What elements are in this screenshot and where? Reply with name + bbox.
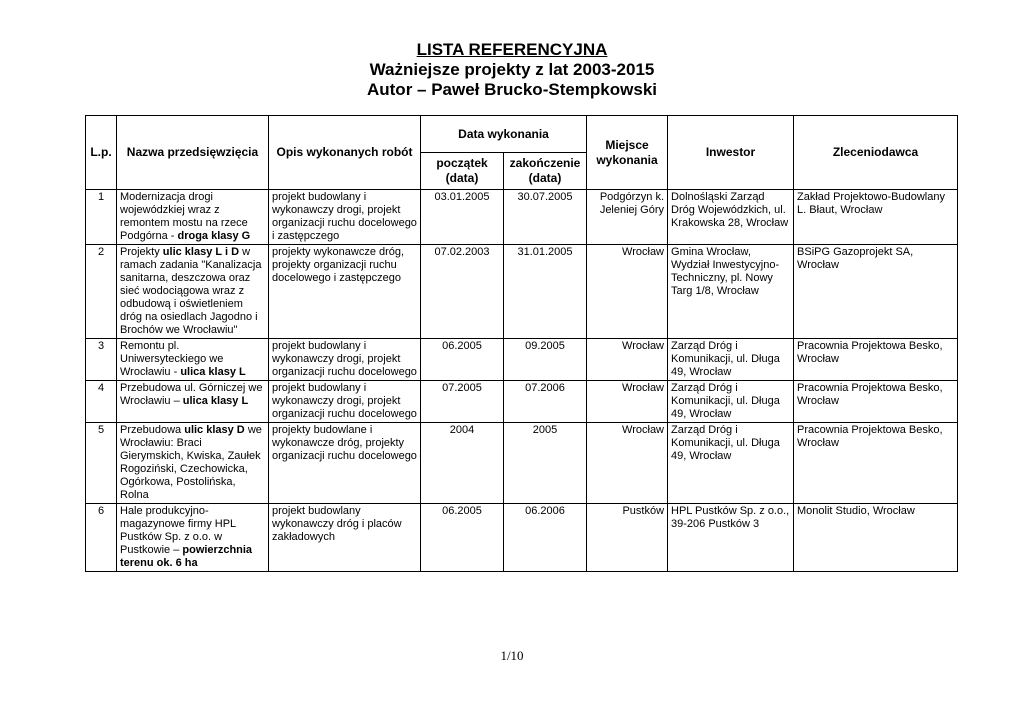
cell-start: 06.2005 — [421, 504, 504, 572]
cell-investor: Zarząd Dróg i Komunikacji, ul. Długa 49, Wrocław — [668, 423, 794, 504]
document-header — [0, 40, 1024, 100]
name-text: Modernizacja drogi wojewódzkiej wraz z remontem mostu na rzece Podgórna - — [120, 191, 248, 242]
cell-end: 09.2005 — [504, 339, 587, 381]
cell-end: 07.2006 — [504, 381, 587, 423]
cell-start: 03.01.2005 — [421, 190, 504, 245]
cell-investor: Dolnośląski Zarząd Dróg Wojewódzkich, ul. Krakowska 28, Wrocław — [668, 190, 794, 245]
header-lp: L.p. — [86, 116, 117, 190]
cell-start: 07.02.2003 — [421, 245, 504, 339]
cell-desc: projekty wykonawcze dróg, projekty organizacji ruchu docelowego i zastępczego — [269, 245, 421, 339]
name-text: Remontu pl. Uniwersyteckiego we Wrocławiu - — [120, 340, 224, 378]
cell-name — [117, 381, 269, 423]
table-row — [86, 190, 958, 245]
name-bold: powierzchnia terenu ok. 6 ha — [120, 544, 253, 569]
table-row — [86, 423, 958, 504]
cell-desc: projekty budowlane i wykonawcze dróg, projekty organizacji ruchu docelowego — [269, 423, 421, 504]
cell-lp: 5 — [86, 423, 117, 504]
cell-desc: projekt budowlany wykonawczy dróg i placów zakładowych — [269, 504, 421, 572]
name-bold: ulic klasy L i D — [162, 246, 240, 258]
name-text: Hale produkcyjno-magazynowe firmy HPL Pustków Sp. z o.o. w Pustkowie – — [120, 505, 236, 556]
cell-client: Zakład Projektowo-Budowlany L. Błaut, Wrocław — [794, 190, 958, 245]
cell-end: 2005 — [504, 423, 587, 504]
header-start: początek (data) — [421, 153, 504, 190]
cell-name — [117, 339, 269, 381]
cell-lp: 1 — [86, 190, 117, 245]
header-name: Nazwa przedsięwzięcia — [117, 116, 269, 190]
page-number: 1/10 — [500, 648, 524, 663]
cell-client: BSiPG Gazoprojekt SA, Wrocław — [794, 245, 958, 339]
header-desc: Opis wykonanych robót — [269, 116, 421, 190]
cell-end: 30.07.2005 — [504, 190, 587, 245]
cell-client: Pracownia Projektowa Besko, Wrocław — [794, 381, 958, 423]
cell-desc: projekt budowlany i wykonawczy drogi, projekt organizacji ruchu docelowego i zastępczego — [269, 190, 421, 245]
cell-place: Wrocław — [587, 381, 668, 423]
cell-lp: 3 — [86, 339, 117, 381]
name-bold: ulic klasy D — [184, 424, 245, 436]
cell-investor: Gmina Wrocław, Wydział Inwestycyjno-Techniczny, pl. Nowy Targ 1/8, Wrocław — [668, 245, 794, 339]
cell-place: Pustków — [587, 504, 668, 572]
cell-investor: Zarząd Dróg i Komunikacji, ul. Długa 49, Wrocław — [668, 381, 794, 423]
name-text: Przebudowa ul. Górniczej we Wrocławiu – — [120, 382, 263, 407]
cell-name — [117, 190, 269, 245]
name-text-pre: Projekty — [120, 246, 163, 258]
cell-client: Pracownia Projektowa Besko, Wrocław — [794, 423, 958, 504]
cell-name — [117, 423, 269, 504]
cell-lp: 4 — [86, 381, 117, 423]
document-title: LISTA REFERENCYJNA — [416, 40, 608, 59]
cell-start: 2004 — [421, 423, 504, 504]
cell-end: 06.2006 — [504, 504, 587, 572]
cell-client: Monolit Studio, Wrocław — [794, 504, 958, 572]
name-bold: ulica klasy L — [182, 395, 249, 407]
document-author: Autor – Paweł Brucko-Stempkowski — [366, 80, 658, 99]
cell-start: 07.2005 — [421, 381, 504, 423]
table-row — [86, 504, 958, 572]
cell-place: Wrocław — [587, 245, 668, 339]
name-bold: droga klasy G — [177, 230, 251, 242]
header-place: Miejsce wykonania — [587, 116, 668, 190]
cell-investor: HPL Pustków Sp. z o.o., 39-206 Pustków 3 — [668, 504, 794, 572]
cell-name — [117, 504, 269, 572]
cell-lp: 6 — [86, 504, 117, 572]
name-bold: ulica klasy L — [180, 366, 246, 378]
cell-end: 31.01.2005 — [504, 245, 587, 339]
table-row — [86, 339, 958, 381]
document-subtitle: Ważniejsze projekty z lat 2003-2015 — [369, 60, 655, 79]
name-text-pre: Przebudowa — [120, 424, 185, 436]
table-row — [86, 381, 958, 423]
cell-place: Wrocław — [587, 423, 668, 504]
reference-table — [85, 115, 958, 572]
cell-investor: Zarząd Dróg i Komunikacji, ul. Długa 49, Wrocław — [668, 339, 794, 381]
header-date: Data wykonania — [421, 116, 587, 153]
cell-client: Pracownia Projektowa Besko, Wrocław — [794, 339, 958, 381]
cell-start: 06.2005 — [421, 339, 504, 381]
cell-place: Podgórzyn k. Jeleniej Góry — [587, 190, 668, 245]
cell-name — [117, 245, 269, 339]
cell-lp: 2 — [86, 245, 117, 339]
table-row — [86, 245, 958, 339]
header-client: Zleceniodawca — [794, 116, 958, 190]
name-text-post: we Wrocławiu: Braci Gierymskich, Kwiska, Zaułek Rogoziński, Czechowicka, Ogórkowa, Postolińska, Rolna — [120, 424, 262, 501]
cell-desc: projekt budowlany i wykonawczy drogi, projekt organizacji ruchu docelowego — [269, 339, 421, 381]
header-end: zakończenie (data) — [504, 153, 587, 190]
cell-place: Wrocław — [587, 339, 668, 381]
header-investor: Inwestor — [668, 116, 794, 190]
cell-desc: projekt budowlany i wykonawczy drogi, projekt organizacji ruchu docelowego — [269, 381, 421, 423]
name-text-post: w ramach zadania "Kanalizacja sanitarna, deszczowa oraz sieć wodociągowa wraz z odbudową i oświetleniem dróg na osiedlach Jagodno i Brochów we Wrocławiu" — [120, 246, 262, 336]
